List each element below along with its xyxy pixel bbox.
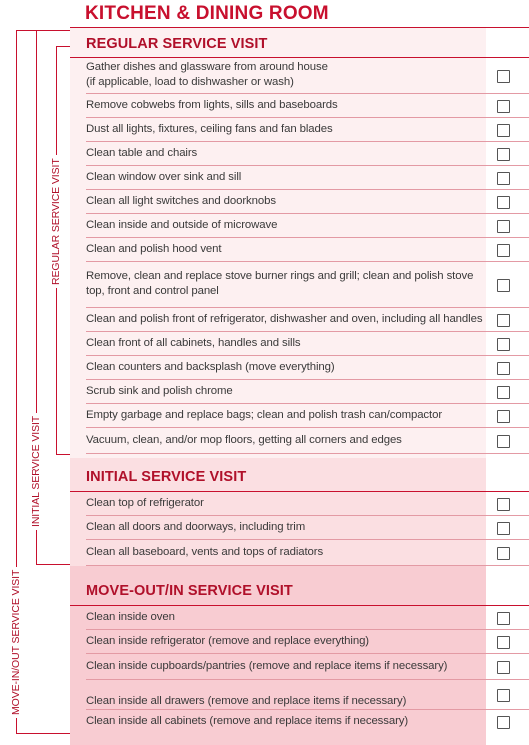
checklist-item-text: Clean and polish front of refrigerator, dishwasher and oven, including all handles	[86, 313, 483, 325]
moveout-bracket-bottom	[16, 733, 70, 734]
checklist-item-text: Clean and polish hood vent	[86, 243, 222, 255]
checkbox[interactable]	[497, 498, 510, 511]
checklist-row	[86, 710, 529, 734]
checklist-item-text: Clean front of all cabinets, handles and sills	[86, 337, 301, 349]
section-title-moveout: MOVE-OUT/IN SERVICE VISIT	[86, 583, 293, 599]
checklist-item-text: Clean all baseboard, vents and tops of radiators	[86, 546, 324, 558]
checklist-item-text: Vacuum, clean, and/or mop floors, getting all corners and edges	[86, 434, 402, 446]
checklist-item-text: Remove cobwebs from lights, sills and baseboards	[86, 99, 338, 111]
row-separator	[86, 565, 529, 566]
checklist-row	[86, 630, 529, 654]
checkbox[interactable]	[497, 314, 510, 327]
checklist-item-text: Clean inside all cabinets (remove and replace items if necessary)	[86, 715, 409, 727]
moveout-bracket-top	[16, 30, 70, 31]
checklist-row	[86, 680, 529, 710]
checkbox[interactable]	[497, 338, 510, 351]
checklist-item-text: Clean inside all drawers (remove and replace items if necessary)	[86, 695, 407, 707]
checkbox[interactable]	[497, 100, 510, 113]
checklist-item-text: Clean table and chairs	[86, 147, 198, 159]
checkbox[interactable]	[497, 70, 510, 83]
side-label-initial: INITIAL SERVICE VISIT	[30, 413, 42, 530]
checkbox[interactable]	[497, 410, 510, 423]
checklist-item-text: Remove, clean and replace stove burner rings and grill; clean and polish stove top, front and control panel	[86, 270, 474, 297]
checklist-row	[86, 540, 529, 566]
checklist-row	[86, 492, 529, 516]
checklist-row	[86, 654, 529, 680]
checkbox[interactable]	[497, 362, 510, 375]
checklist-item-text: Clean inside and outside of microwave	[86, 219, 278, 231]
checklist-row	[86, 516, 529, 540]
row-separator	[86, 453, 529, 454]
checkbox[interactable]	[497, 244, 510, 257]
checkbox[interactable]	[497, 220, 510, 233]
checklist-item-text: Dust all lights, fixtures, ceiling fans and fan blades	[86, 123, 333, 135]
initial-bracket-bottom	[36, 564, 70, 565]
checklist-row	[86, 214, 529, 238]
checkbox[interactable]	[497, 386, 510, 399]
checkbox[interactable]	[497, 124, 510, 137]
checkbox[interactable]	[497, 547, 510, 560]
checklist-item-text: Gather dishes and glassware from around house (if applicable, load to dishwasher or wash)	[86, 61, 328, 88]
checkbox[interactable]	[497, 689, 510, 702]
checkbox[interactable]	[497, 196, 510, 209]
checkbox[interactable]	[497, 522, 510, 535]
checklist-row	[86, 166, 529, 190]
regular-bracket-top	[56, 46, 70, 47]
page-title: KITCHEN & DINING ROOM	[85, 3, 329, 24]
regular-bracket-bottom	[56, 454, 70, 455]
checklist-item-text: Clean counters and backsplash (move everything)	[86, 361, 335, 373]
checklist-row	[86, 190, 529, 214]
checklist-row	[86, 606, 529, 630]
checklist-row	[86, 94, 529, 118]
checkbox[interactable]	[497, 612, 510, 625]
checkbox[interactable]	[497, 716, 510, 729]
checklist-item-text: Clean inside refrigerator (remove and replace everything)	[86, 635, 370, 647]
section-title-regular: REGULAR SERVICE VISIT	[86, 36, 268, 52]
checkbox[interactable]	[497, 279, 510, 292]
checkbox[interactable]	[497, 148, 510, 161]
checkbox[interactable]	[497, 636, 510, 649]
checklist-item-text: Clean window over sink and sill	[86, 171, 242, 183]
checklist-row	[86, 118, 529, 142]
checklist-item-text: Empty garbage and replace bags; clean and polish trash can/compactor	[86, 409, 443, 421]
checkbox[interactable]	[497, 172, 510, 185]
checklist-row	[86, 308, 529, 332]
checklist-row	[86, 142, 529, 166]
checklist-row	[86, 428, 529, 454]
section-header-moveout	[70, 575, 529, 606]
section-header-initial	[70, 461, 529, 492]
checkbox[interactable]	[497, 435, 510, 448]
side-label-regular: REGULAR SERVICE VISIT	[50, 155, 62, 288]
checklist-row	[86, 238, 529, 262]
checklist-row	[86, 262, 529, 308]
checklist-item-text: Clean inside cupboards/pantries (remove and replace items if necessary)	[86, 660, 448, 672]
checklist-row	[86, 356, 529, 380]
checklist-row	[86, 404, 529, 428]
checklist-row	[86, 58, 529, 94]
side-label-moveout: MOVE-IN/OUT SERVICE VISIT	[10, 567, 22, 718]
section-title-initial: INITIAL SERVICE VISIT	[86, 469, 247, 485]
checklist-item-text: Scrub sink and polish chrome	[86, 385, 233, 397]
checklist-item-text: Clean inside oven	[86, 611, 175, 623]
section-header-regular	[70, 28, 529, 58]
checklist-row	[86, 380, 529, 404]
checklist-item-text: Clean top of refrigerator	[86, 497, 204, 509]
checkbox[interactable]	[497, 661, 510, 674]
checklist-row	[86, 332, 529, 356]
checklist-item-text: Clean all doors and doorways, including trim	[86, 521, 306, 533]
checklist-item-text: Clean all light switches and doorknobs	[86, 195, 276, 207]
